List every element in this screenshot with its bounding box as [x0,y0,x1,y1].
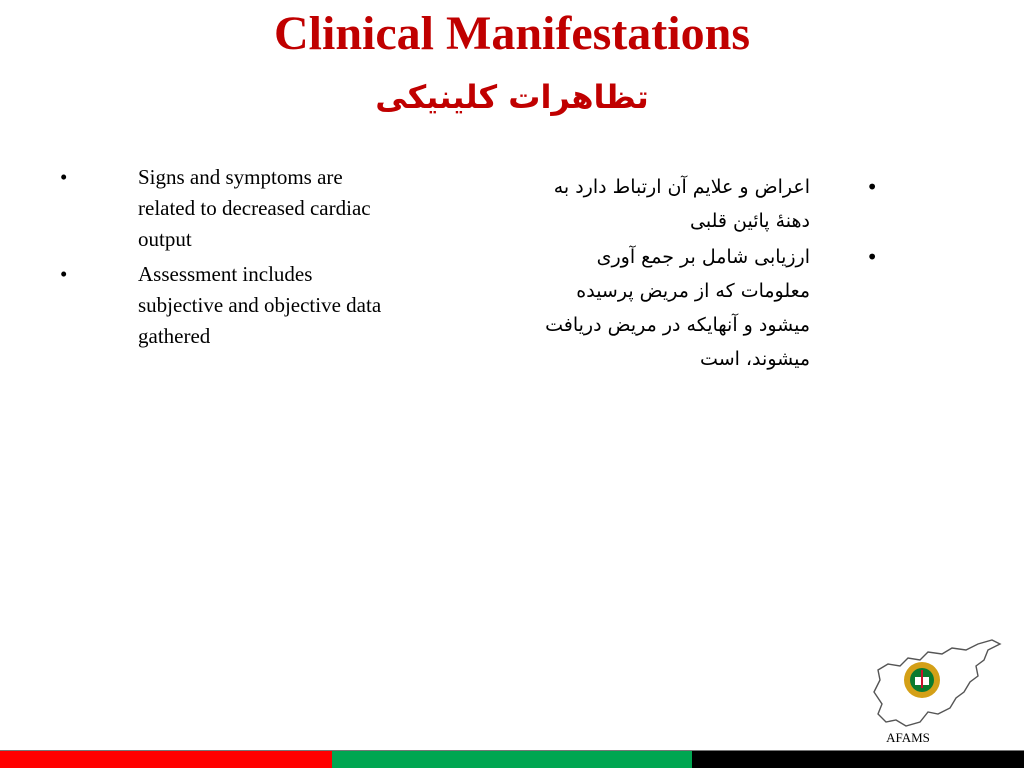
bullet-icon: • [866,245,878,269]
slide-title: Clinical Manifestations [274,7,750,60]
english-bullet-list [58,162,398,356]
footer-red-segment [0,750,332,768]
list-item-text: Signs and symptoms are related to decreased cardiac output [138,165,371,251]
bullet-icon: • [60,262,68,286]
bullet-icon: • [866,175,878,199]
persian-bullet-list [540,170,890,378]
slide-title-persian: تظاهرات کلینیکی [375,78,649,116]
list-item-text: ارزیابی شامل بر جمع آوری معلومات که از مریض پرسیده میشود و آنهایکه در مریض دریافت میشوند، است [545,246,810,370]
list-item [540,170,890,238]
footer-black-segment [692,750,1024,768]
list-item [58,259,398,352]
list-item-text: اعراض و علایم آن ارتباط دارد به دهنهٔ پائین قلبی [553,176,810,232]
logo-label: AFAMS [886,730,930,745]
list-item [540,240,890,376]
list-item-text: Assessment includes subjective and objective data gathered [138,262,382,348]
afghanistan-map-emblem-icon [866,636,1006,730]
footer-color-bar [0,750,1024,768]
list-item [58,162,398,255]
bullet-icon: • [60,165,68,189]
footer-green-segment [332,750,692,768]
